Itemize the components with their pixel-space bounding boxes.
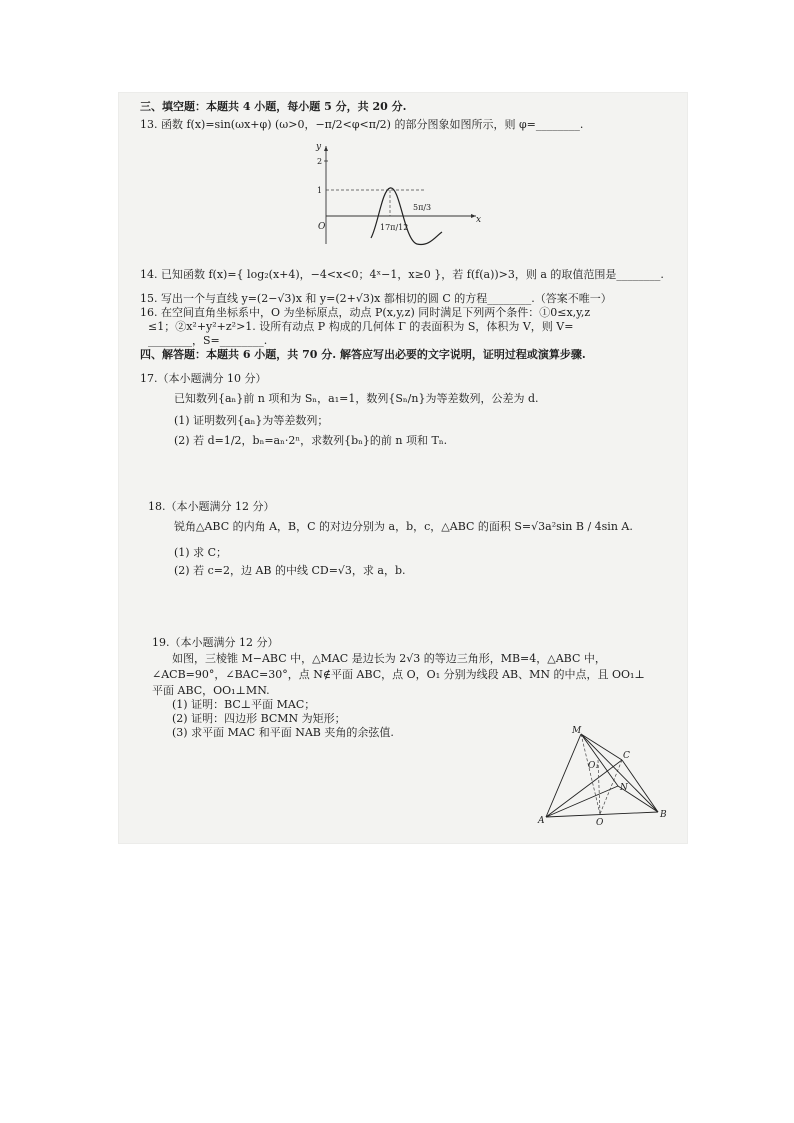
question-15: 15. 写出一个与直线 y=(2−√3)x 和 y=(2+√3)x 都相切的圆 C 的方程________.（答案不唯一）	[140, 292, 612, 305]
question-16-line-2: ≤1；②x²+y²+z²>1. 设所有动点 P 构成的几何体 Γ 的表面积为 S，体积为 V，则 V=	[148, 320, 574, 333]
x-tick-5pi-3: 5π/3	[413, 203, 432, 212]
q19-part-3: (3) 求平面 MAC 和平面 NAB 夹角的余弦值.	[172, 726, 394, 739]
y-tick-1: 1	[317, 186, 323, 195]
q19-line-2: ∠ACB=90°，∠BAC=30°，点 N∉平面 ABC，点 O，O₁ 分别为线段 AB、MN 的中点，且 OO₁⊥	[152, 668, 645, 681]
question-16-line-3: ________，S=________.	[148, 334, 268, 347]
label-N: N	[620, 783, 628, 793]
q17-part-1: (1) 证明数列{aₙ}为等差数列；	[174, 414, 329, 427]
question-13: 13. 函数 f(x)=sin(ωx+φ) (ω>0，−π/2<φ<π/2) 的部分图象如图所示，则 φ=________.	[140, 118, 584, 131]
section-4-header: 四、解答题：本题共 6 小题，共 70 分. 解答应写出必要的文字说明，证明过程或演算步骤.	[140, 348, 586, 361]
edge-MC	[581, 734, 622, 760]
q17-title: 17.（本小题满分 10 分）	[140, 372, 267, 385]
section-3-header: 三、填空题：本题共 4 小题，每小题 5 分，共 20 分.	[140, 100, 407, 113]
q18-stem: 锐角△ABC 的内角 A，B，C 的对边分别为 a，b，c，△ABC 的面积 S=√3a²sin B / 4sin A.	[174, 520, 633, 533]
question-14: 14. 已知函数 f(x)={ log₂(x+4)，−4<x<0；4ˣ−1，x≥0 }，若 f(f(a))>3，则 a 的取值范围是________.	[140, 268, 664, 281]
edge-AB	[546, 812, 658, 817]
origin-label: O	[318, 222, 326, 232]
edge-MB	[581, 734, 658, 812]
x-tick-17pi-12: 17π/12	[380, 223, 409, 232]
question-16-line-1: 16. 在空间直角坐标系中，O 为坐标原点，动点 P(x,y,z) 同时满足下列两个条件：①0≤x,y,z	[140, 306, 591, 319]
label-M: M	[572, 726, 582, 736]
sine-graph	[296, 140, 486, 248]
y-axis-label: y	[316, 142, 322, 152]
label-O: O	[596, 818, 604, 828]
q19-title: 19.（本小题满分 12 分）	[152, 636, 279, 649]
label-B: B	[660, 810, 667, 820]
label-A: A	[538, 816, 545, 826]
q18-title: 18.（本小题满分 12 分）	[148, 500, 275, 513]
q17-part-2: (2) 若 d=1/2，bₙ=aₙ·2ⁿ，求数列{bₙ}的前 n 项和 Tₙ.	[174, 434, 448, 447]
q17-stem: 已知数列{aₙ}前 n 项和为 Sₙ，a₁=1，数列{Sₙ/n}为等差数列，公差为 d.	[174, 392, 539, 405]
y-tick-2: 2	[317, 157, 323, 166]
dashed-MO	[581, 734, 600, 814]
label-O1: O₁	[588, 761, 599, 771]
q19-part-1: (1) 证明：BC⊥平面 MAC；	[172, 698, 316, 711]
edge-MN	[581, 734, 618, 786]
q19-line-1: 如图，三棱锥 M−ABC 中，△MAC 是边长为 2√3 的等边三角形，MB=4，△ABC 中，	[172, 652, 606, 665]
q19-line-3: 平面 ABC，OO₁⊥MN.	[152, 684, 270, 697]
pyramid-figure	[536, 724, 672, 828]
q18-part-2: (2) 若 c=2，边 AB 的中线 CD=√3，求 a，b.	[174, 564, 406, 577]
q18-part-1: (1) 求 C；	[174, 546, 227, 559]
q19-part-2: (2) 证明：四边形 BCMN 为矩形；	[172, 712, 346, 725]
x-axis-label: x	[476, 215, 482, 225]
label-C: C	[623, 751, 630, 761]
